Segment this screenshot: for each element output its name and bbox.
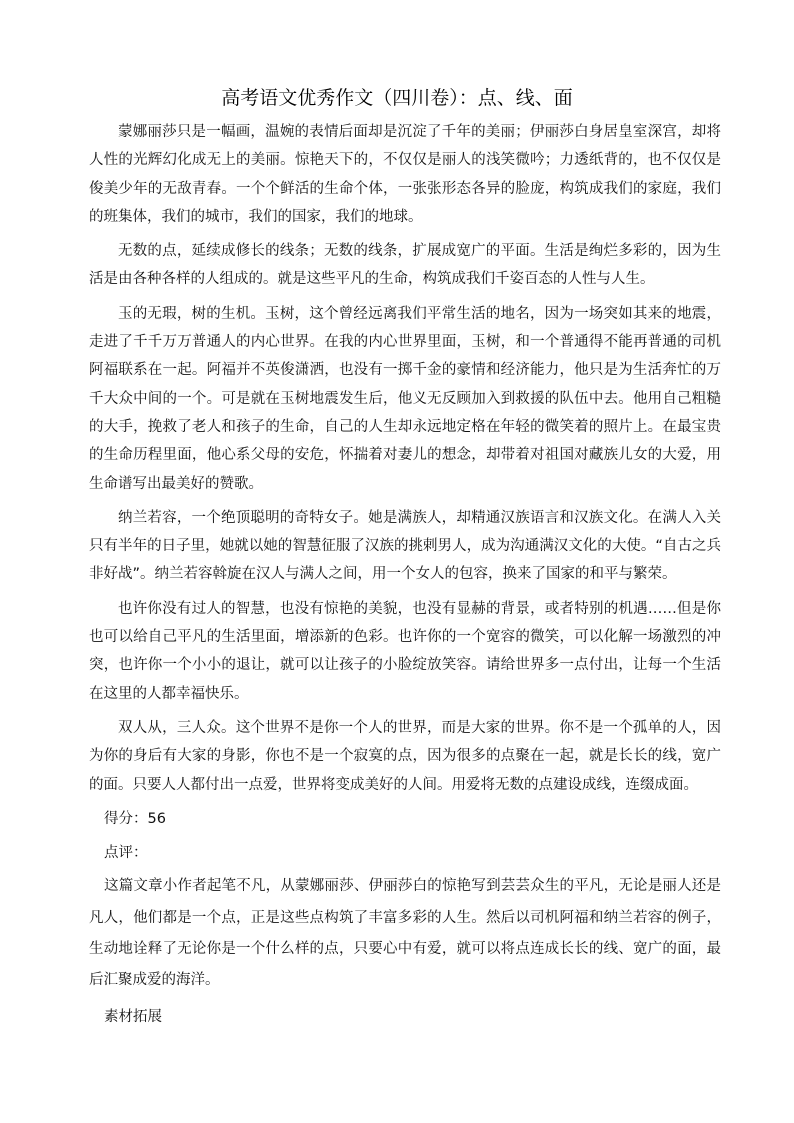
score-text: 得分：56 xyxy=(104,810,166,827)
paragraph-5: 也许你没有过人的智慧，也没有惊艳的美貌，也没有显赫的背景，或者特别的机遇……但是你也可以给自己平凡的生活里面，增添新的色彩。也许你的一个宽容的微笑，可以化解一场激烈的冲突，也许你一个小小的退让，就可以让孩子的小脸绽放笑容。请给世界多一点付出，让每一个生活在这里的人都幸福快乐。 xyxy=(89,600,721,702)
material-extension-label: 素材拓展 xyxy=(104,1008,162,1025)
paragraph-2: 无数的点，延续成修长的线条；无数的线条，扩展成宽广的平面。生活是绚烂多彩的，因为生活是由各种各样的人组成的。就是这些平凡的生命，构筑成我们千姿百态的人性与人生。 xyxy=(89,243,721,288)
paragraph-3: 玉的无瑕，树的生机。玉树，这个曾经远离我们平常生活的地名，因为一场突如其来的地震，走进了千千万万普通人的内心世界。在我的内心世界里面，玉树，和一个普通得不能再普通的司机阿福联系在一起。阿福并不英俊潇洒，也没有一掷千金的豪情和经济能力，他只是为生活奔忙的万千大众中间的一个。可是就在玉树地震发生后，他义无反顾加入到救援的队伍中去。他用自己粗糙的大手，挽救了老人和孩子的生命，自己的人生却永远地定格在年轻的微笑着的照片上。在最宝贵的生命历程里面，他心系父母的安危，怀揣着对妻儿的想念，却带着对祖国对藏族儿女的大爱，用生命谱写出最美好的赞歌。 xyxy=(89,305,721,492)
paragraph-1: 蒙娜丽莎只是一幅画，温婉的表情后面却是沉淀了千年的美丽；伊丽莎白身居皇室深宫，却将人性的光辉幻化成无上的美丽。惊艳天下的，不仅仅是丽人的浅笑微吟；力透纸背的，也不仅仅是俊美少年的无敌青春。一个个鲜活的生命个体，一张张形态各异的脸庞，构筑成我们的家庭，我们的班集体，我们的城市，我们的国家，我们的地球。 xyxy=(89,124,721,225)
comment-text: 这篇文章小作者起笔不凡，从蒙娜丽莎、伊丽莎白的惊艳写到芸芸众生的平凡，无论是丽人还是凡人，他们都是一个点，正是这些点构筑了丰富多彩的人生。然后以司机阿福和纳兰若容的例子，生动地诠释了无论你是一个什么样的点，只要心中有爱，就可以将点连成长长的线、宽广的面，最后汇聚成爱的海洋。 xyxy=(89,878,721,989)
document-title: 高考语文优秀作文（四川卷）：点、线、面 xyxy=(221,87,573,109)
paragraph-4: 纳兰若容，一个绝顶聪明的奇特女子。她是满族人，却精通汉族语言和汉族文化。在满人入关只有半年的日子里，她就以她的智慧征服了汉族的挑剌男人，成为沟通满汉文化的大使。“自古之兵非好战”。纳兰若容斡旋在汉人与满人之间，用一个女人的包容，换来了国家的和平与繁荣。 xyxy=(89,509,721,583)
comment-label: 点评： xyxy=(104,845,148,862)
paragraph-6: 双人从，三人众。这个世界不是你一个人的世界，而是大家的世界。你不是一个孤单的人，因为你的身后有大家的身影，你也不是一个寂寞的点，因为很多的点聚在一起，就是长长的线，宽广的面。只要人人都付出一点爱，世界将变成美好的人间。用爱将无数的点建设成线，连缀成面。 xyxy=(89,719,721,793)
document-body xyxy=(89,118,721,1037)
